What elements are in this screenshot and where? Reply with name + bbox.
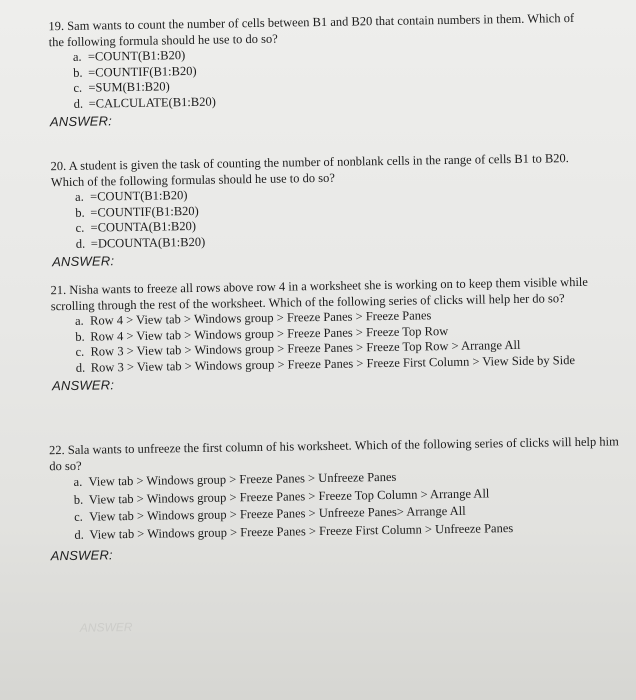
option-c: c. View tab > Windows group > Freeze Panes > Unfreeze Panes> Arrange All [74,503,466,524]
option-b: b. =COUNTIF(B1:B20) [73,63,197,80]
answer-label: ANSWER: [49,113,113,130]
option-a: a. =COUNT(B1:B20) [72,48,186,64]
option-d: d. =DCOUNTA(B1:B20) [75,234,206,251]
option-list [51,182,572,252]
option-list [49,465,630,544]
option-a: a. =COUNT(B1:B20) [74,188,188,204]
question-stem: 20. A student is given the task of counting the number of nonblank cells in the range of cells B1 to B20. Which of the following formulas should he use to do so? [50,151,569,189]
option-d: d. View tab > Windows group > Freeze Panes > Freeze First Column > Unfreeze Panes [74,520,514,542]
question-19 [48,11,590,130]
option-a: a. View tab > Windows group > Freeze Panes > Unfreeze Panes [73,469,397,489]
option-b: b. Row 4 > View tab > Windows group > Freeze Panes > Freeze Top Row [75,323,449,344]
question-22 [49,434,631,564]
option-list [49,42,590,112]
question-stem: 19. Sam wants to count the number of cells between B1 and B20 that contain numbers in them. Which of the following formula should he use to do so? [48,10,575,49]
option-c: c. =SUM(B1:B20) [73,79,170,95]
answer-label: ANSWER: [51,377,115,394]
option-c: c. Row 3 > View tab > Windows group > Freeze Panes > Freeze Top Row > Arrange All [75,337,521,359]
question-20 [51,151,573,270]
option-b: b. =COUNTIF(B1:B20) [75,203,199,220]
option-d: d. Row 3 > View tab > Windows group > Freeze Panes > Freeze First Column > View Side by Side [75,352,576,375]
answer-label: ANSWER: [50,547,113,564]
option-list [51,305,612,376]
option-a: a. Row 4 > View tab > Windows group > Freeze Panes > Freeze Panes [74,308,432,328]
question-stem: 22. Sala wants to unfreeze the first column of his worksheet. Which of the following series of clicks will help him do so? [48,434,619,473]
question-stem: 21. Nisha wants to freeze all rows above row 4 in a worksheet she is working on to keep them visible while scrolling through the rest of the worksheet. Which of the following series of clicks will help her do so? [50,274,588,313]
question-21 [50,274,612,393]
option-b: b. View tab > Windows group > Freeze Panes > Freeze Top Column > Arrange All [73,485,490,507]
option-c: c. =COUNTA(B1:B20) [75,218,197,235]
option-d: d. =CALCULATE(B1:B20) [73,94,216,111]
bleed-through-answer-label: ANSWER [79,619,133,635]
answer-label: ANSWER: [51,253,115,270]
